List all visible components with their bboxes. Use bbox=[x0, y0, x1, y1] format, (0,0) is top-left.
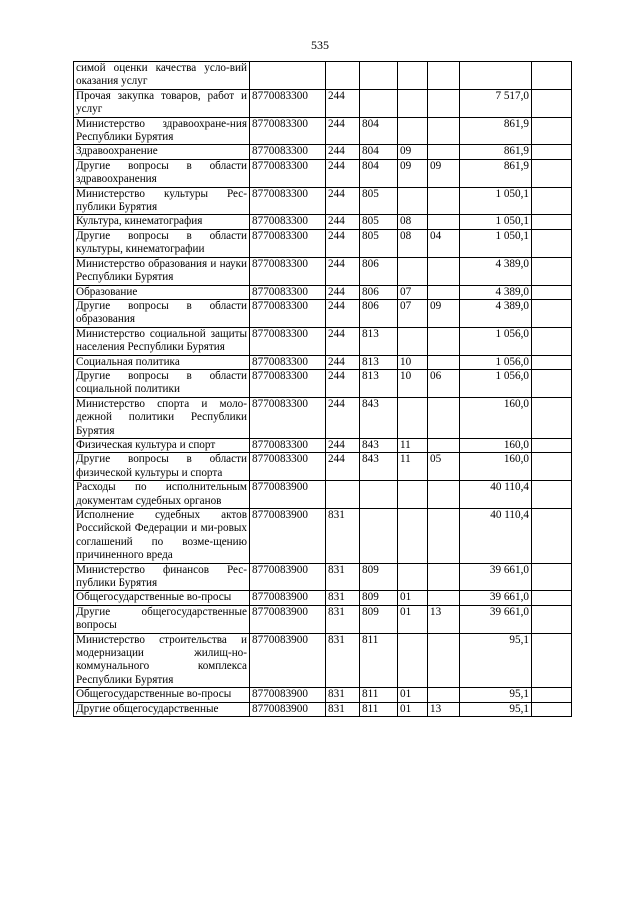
section-cell: 10 bbox=[398, 369, 428, 397]
target-code-cell bbox=[250, 62, 326, 90]
amount-cell: 160,0 bbox=[460, 438, 532, 452]
target-code-cell: 8770083900 bbox=[250, 605, 326, 633]
subsection-cell bbox=[428, 215, 460, 229]
expense-type-cell: 244 bbox=[326, 299, 360, 327]
expense-type-cell: 831 bbox=[326, 688, 360, 702]
ministry-code-cell: 811 bbox=[360, 633, 398, 688]
target-code-cell: 8770083300 bbox=[250, 229, 326, 257]
expense-type-cell: 244 bbox=[326, 438, 360, 452]
expense-type-cell: 244 bbox=[326, 369, 360, 397]
ministry-code-cell bbox=[360, 89, 398, 117]
section-cell: 01 bbox=[398, 688, 428, 702]
empty-cell bbox=[532, 481, 572, 509]
item-name-cell: Другие вопросы в области здравоохранения bbox=[74, 159, 250, 187]
empty-cell bbox=[532, 159, 572, 187]
item-name-cell: Другие вопросы в области физической культуры и спорта bbox=[74, 453, 250, 481]
subsection-cell bbox=[428, 438, 460, 452]
section-cell bbox=[398, 187, 428, 215]
table-row bbox=[74, 509, 572, 564]
expense-type-cell: 244 bbox=[326, 229, 360, 257]
table-row bbox=[74, 299, 572, 327]
expense-type-cell: 244 bbox=[326, 285, 360, 299]
section-cell: 07 bbox=[398, 285, 428, 299]
ministry-code-cell: 809 bbox=[360, 605, 398, 633]
amount-cell: 7 517,0 bbox=[460, 89, 532, 117]
target-code-cell: 8770083300 bbox=[250, 257, 326, 285]
empty-cell bbox=[532, 62, 572, 90]
table-row bbox=[74, 702, 572, 716]
section-cell bbox=[398, 327, 428, 355]
expense-type-cell: 244 bbox=[326, 397, 360, 438]
target-code-cell: 8770083300 bbox=[250, 453, 326, 481]
empty-cell bbox=[532, 509, 572, 564]
item-name-cell: Расходы по исполнительным документам судебных органов bbox=[74, 481, 250, 509]
empty-cell bbox=[532, 89, 572, 117]
empty-cell bbox=[532, 215, 572, 229]
item-name-cell: Здравоохранение bbox=[74, 145, 250, 159]
section-cell bbox=[398, 481, 428, 509]
item-name-cell: симой оценки качества усло-вий оказания услуг bbox=[74, 62, 250, 90]
amount-cell: 1 050,1 bbox=[460, 215, 532, 229]
target-code-cell: 8770083300 bbox=[250, 285, 326, 299]
expense-type-cell: 831 bbox=[326, 563, 360, 591]
item-name-cell: Общегосударственные во-просы bbox=[74, 591, 250, 605]
ministry-code-cell: 805 bbox=[360, 229, 398, 257]
expense-type-cell: 831 bbox=[326, 591, 360, 605]
target-code-cell: 8770083300 bbox=[250, 369, 326, 397]
section-cell bbox=[398, 89, 428, 117]
table-row bbox=[74, 187, 572, 215]
item-name-cell: Министерство образования и науки Республики Бурятия bbox=[74, 257, 250, 285]
table-row bbox=[74, 159, 572, 187]
expense-type-cell: 244 bbox=[326, 355, 360, 369]
subsection-cell: 04 bbox=[428, 229, 460, 257]
ministry-code-cell: 806 bbox=[360, 257, 398, 285]
subsection-cell: 09 bbox=[428, 159, 460, 187]
empty-cell bbox=[532, 117, 572, 145]
target-code-cell: 8770083300 bbox=[250, 89, 326, 117]
target-code-cell: 8770083300 bbox=[250, 215, 326, 229]
ministry-code-cell: 804 bbox=[360, 145, 398, 159]
empty-cell bbox=[532, 563, 572, 591]
target-code-cell: 8770083900 bbox=[250, 688, 326, 702]
ministry-code-cell: 805 bbox=[360, 187, 398, 215]
section-cell: 01 bbox=[398, 605, 428, 633]
target-code-cell: 8770083300 bbox=[250, 327, 326, 355]
expense-type-cell bbox=[326, 481, 360, 509]
target-code-cell: 8770083900 bbox=[250, 702, 326, 716]
amount-cell bbox=[460, 62, 532, 90]
ministry-code-cell: 813 bbox=[360, 369, 398, 397]
section-cell: 01 bbox=[398, 591, 428, 605]
amount-cell: 160,0 bbox=[460, 453, 532, 481]
amount-cell: 4 389,0 bbox=[460, 285, 532, 299]
amount-cell: 1 056,0 bbox=[460, 327, 532, 355]
target-code-cell: 8770083300 bbox=[250, 117, 326, 145]
empty-cell bbox=[532, 145, 572, 159]
expense-type-cell: 244 bbox=[326, 89, 360, 117]
table-row bbox=[74, 438, 572, 452]
ministry-code-cell: 813 bbox=[360, 355, 398, 369]
target-code-cell: 8770083900 bbox=[250, 633, 326, 688]
ministry-code-cell: 811 bbox=[360, 688, 398, 702]
section-cell bbox=[398, 563, 428, 591]
amount-cell: 39 661,0 bbox=[460, 605, 532, 633]
item-name-cell: Другие общегосударственные bbox=[74, 702, 250, 716]
empty-cell bbox=[532, 438, 572, 452]
table-row bbox=[74, 62, 572, 90]
subsection-cell bbox=[428, 187, 460, 215]
subsection-cell bbox=[428, 257, 460, 285]
expense-type-cell: 831 bbox=[326, 605, 360, 633]
table-row bbox=[74, 633, 572, 688]
table-row bbox=[74, 117, 572, 145]
table-row bbox=[74, 257, 572, 285]
section-cell bbox=[398, 62, 428, 90]
item-name-cell: Другие вопросы в области культуры, кинематографии bbox=[74, 229, 250, 257]
section-cell: 08 bbox=[398, 229, 428, 257]
subsection-cell: 06 bbox=[428, 369, 460, 397]
empty-cell bbox=[532, 285, 572, 299]
section-cell: 10 bbox=[398, 355, 428, 369]
empty-cell bbox=[532, 355, 572, 369]
table-row bbox=[74, 688, 572, 702]
target-code-cell: 8770083300 bbox=[250, 397, 326, 438]
item-name-cell: Министерство финансов Рес-публики Бурятия bbox=[74, 563, 250, 591]
expense-type-cell bbox=[326, 62, 360, 90]
subsection-cell bbox=[428, 591, 460, 605]
expense-type-cell: 244 bbox=[326, 257, 360, 285]
target-code-cell: 8770083300 bbox=[250, 355, 326, 369]
table-row bbox=[74, 481, 572, 509]
amount-cell: 95,1 bbox=[460, 688, 532, 702]
item-name-cell: Физическая культура и спорт bbox=[74, 438, 250, 452]
amount-cell: 1 050,1 bbox=[460, 187, 532, 215]
subsection-cell bbox=[428, 481, 460, 509]
amount-cell: 95,1 bbox=[460, 633, 532, 688]
table-row bbox=[74, 605, 572, 633]
amount-cell: 861,9 bbox=[460, 159, 532, 187]
subsection-cell bbox=[428, 633, 460, 688]
subsection-cell bbox=[428, 117, 460, 145]
table-row bbox=[74, 145, 572, 159]
expense-type-cell: 244 bbox=[326, 187, 360, 215]
table-row bbox=[74, 453, 572, 481]
subsection-cell bbox=[428, 89, 460, 117]
expense-type-cell: 244 bbox=[326, 215, 360, 229]
amount-cell: 40 110,4 bbox=[460, 481, 532, 509]
expense-type-cell: 244 bbox=[326, 327, 360, 355]
empty-cell bbox=[532, 605, 572, 633]
ministry-code-cell: 804 bbox=[360, 159, 398, 187]
item-name-cell: Министерство здравоохране-ния Республики Бурятия bbox=[74, 117, 250, 145]
item-name-cell: Общегосударственные во-просы bbox=[74, 688, 250, 702]
section-cell: 01 bbox=[398, 702, 428, 716]
empty-cell bbox=[532, 299, 572, 327]
item-name-cell: Прочая закупка товаров, работ и услуг bbox=[74, 89, 250, 117]
subsection-cell bbox=[428, 688, 460, 702]
item-name-cell: Другие вопросы в области образования bbox=[74, 299, 250, 327]
page-number: 535 bbox=[311, 38, 329, 52]
section-cell bbox=[398, 633, 428, 688]
table-row bbox=[74, 285, 572, 299]
empty-cell bbox=[532, 257, 572, 285]
ministry-code-cell: 843 bbox=[360, 453, 398, 481]
item-name-cell: Исполнение судебных актов Российской Федерации и ми-ровых соглашений по возме-щению причиненного вреда bbox=[74, 509, 250, 564]
target-code-cell: 8770083300 bbox=[250, 159, 326, 187]
section-cell bbox=[398, 397, 428, 438]
budget-table bbox=[73, 61, 572, 717]
ministry-code-cell: 843 bbox=[360, 438, 398, 452]
item-name-cell: Министерство спорта и моло-дежной политики Республики Бурятия bbox=[74, 397, 250, 438]
item-name-cell: Министерство социальной защиты населения Республики Бурятия bbox=[74, 327, 250, 355]
amount-cell: 39 661,0 bbox=[460, 563, 532, 591]
item-name-cell: Социальная политика bbox=[74, 355, 250, 369]
target-code-cell: 8770083900 bbox=[250, 481, 326, 509]
section-cell: 11 bbox=[398, 438, 428, 452]
item-name-cell: Другие вопросы в области социальной политики bbox=[74, 369, 250, 397]
ministry-code-cell: 805 bbox=[360, 215, 398, 229]
table-row bbox=[74, 355, 572, 369]
table-row bbox=[74, 327, 572, 355]
section-cell: 08 bbox=[398, 215, 428, 229]
target-code-cell: 8770083300 bbox=[250, 299, 326, 327]
amount-cell: 1 056,0 bbox=[460, 369, 532, 397]
empty-cell bbox=[532, 369, 572, 397]
table-row bbox=[74, 369, 572, 397]
section-cell: 09 bbox=[398, 159, 428, 187]
ministry-code-cell: 809 bbox=[360, 591, 398, 605]
subsection-cell bbox=[428, 145, 460, 159]
ministry-code-cell bbox=[360, 481, 398, 509]
ministry-code-cell: 806 bbox=[360, 299, 398, 327]
expense-type-cell: 244 bbox=[326, 145, 360, 159]
section-cell: 09 bbox=[398, 145, 428, 159]
ministry-code-cell: 809 bbox=[360, 563, 398, 591]
subsection-cell bbox=[428, 327, 460, 355]
table-row bbox=[74, 591, 572, 605]
ministry-code-cell: 813 bbox=[360, 327, 398, 355]
expense-type-cell: 831 bbox=[326, 702, 360, 716]
expense-type-cell: 831 bbox=[326, 509, 360, 564]
section-cell: 07 bbox=[398, 299, 428, 327]
expense-type-cell: 831 bbox=[326, 633, 360, 688]
subsection-cell: 13 bbox=[428, 605, 460, 633]
target-code-cell: 8770083300 bbox=[250, 145, 326, 159]
item-name-cell: Министерство культуры Рес-публики Бурятия bbox=[74, 187, 250, 215]
section-cell bbox=[398, 257, 428, 285]
expense-type-cell: 244 bbox=[326, 117, 360, 145]
empty-cell bbox=[532, 397, 572, 438]
empty-cell bbox=[532, 591, 572, 605]
target-code-cell: 8770083900 bbox=[250, 509, 326, 564]
subsection-cell bbox=[428, 355, 460, 369]
subsection-cell bbox=[428, 563, 460, 591]
empty-cell bbox=[532, 702, 572, 716]
section-cell: 11 bbox=[398, 453, 428, 481]
amount-cell: 39 661,0 bbox=[460, 591, 532, 605]
amount-cell: 1 056,0 bbox=[460, 355, 532, 369]
amount-cell: 861,9 bbox=[460, 145, 532, 159]
table-row bbox=[74, 563, 572, 591]
subsection-cell: 09 bbox=[428, 299, 460, 327]
amount-cell: 95,1 bbox=[460, 702, 532, 716]
subsection-cell bbox=[428, 285, 460, 299]
empty-cell bbox=[532, 633, 572, 688]
subsection-cell bbox=[428, 62, 460, 90]
empty-cell bbox=[532, 327, 572, 355]
expense-type-cell: 244 bbox=[326, 453, 360, 481]
ministry-code-cell: 843 bbox=[360, 397, 398, 438]
amount-cell: 861,9 bbox=[460, 117, 532, 145]
target-code-cell: 8770083300 bbox=[250, 438, 326, 452]
item-name-cell: Другие общегосударственные вопросы bbox=[74, 605, 250, 633]
target-code-cell: 8770083900 bbox=[250, 591, 326, 605]
item-name-cell: Министерство строительства и модернизации жилищ-но-коммунального комплекса Республики Бурятия bbox=[74, 633, 250, 688]
item-name-cell: Образование bbox=[74, 285, 250, 299]
table-row bbox=[74, 215, 572, 229]
ministry-code-cell: 804 bbox=[360, 117, 398, 145]
empty-cell bbox=[532, 187, 572, 215]
ministry-code-cell bbox=[360, 62, 398, 90]
amount-cell: 160,0 bbox=[460, 397, 532, 438]
table-row bbox=[74, 89, 572, 117]
target-code-cell: 8770083300 bbox=[250, 187, 326, 215]
table-row bbox=[74, 229, 572, 257]
subsection-cell: 13 bbox=[428, 702, 460, 716]
ministry-code-cell: 811 bbox=[360, 702, 398, 716]
amount-cell: 4 389,0 bbox=[460, 299, 532, 327]
ministry-code-cell bbox=[360, 509, 398, 564]
item-name-cell: Культура, кинематография bbox=[74, 215, 250, 229]
section-cell bbox=[398, 117, 428, 145]
section-cell bbox=[398, 509, 428, 564]
amount-cell: 4 389,0 bbox=[460, 257, 532, 285]
empty-cell bbox=[532, 688, 572, 702]
subsection-cell bbox=[428, 509, 460, 564]
empty-cell bbox=[532, 229, 572, 257]
expense-type-cell: 244 bbox=[326, 159, 360, 187]
ministry-code-cell: 806 bbox=[360, 285, 398, 299]
empty-cell bbox=[532, 453, 572, 481]
amount-cell: 40 110,4 bbox=[460, 509, 532, 564]
subsection-cell bbox=[428, 397, 460, 438]
table-row bbox=[74, 397, 572, 438]
target-code-cell: 8770083900 bbox=[250, 563, 326, 591]
subsection-cell: 05 bbox=[428, 453, 460, 481]
budget-table-body bbox=[74, 62, 572, 717]
amount-cell: 1 050,1 bbox=[460, 229, 532, 257]
